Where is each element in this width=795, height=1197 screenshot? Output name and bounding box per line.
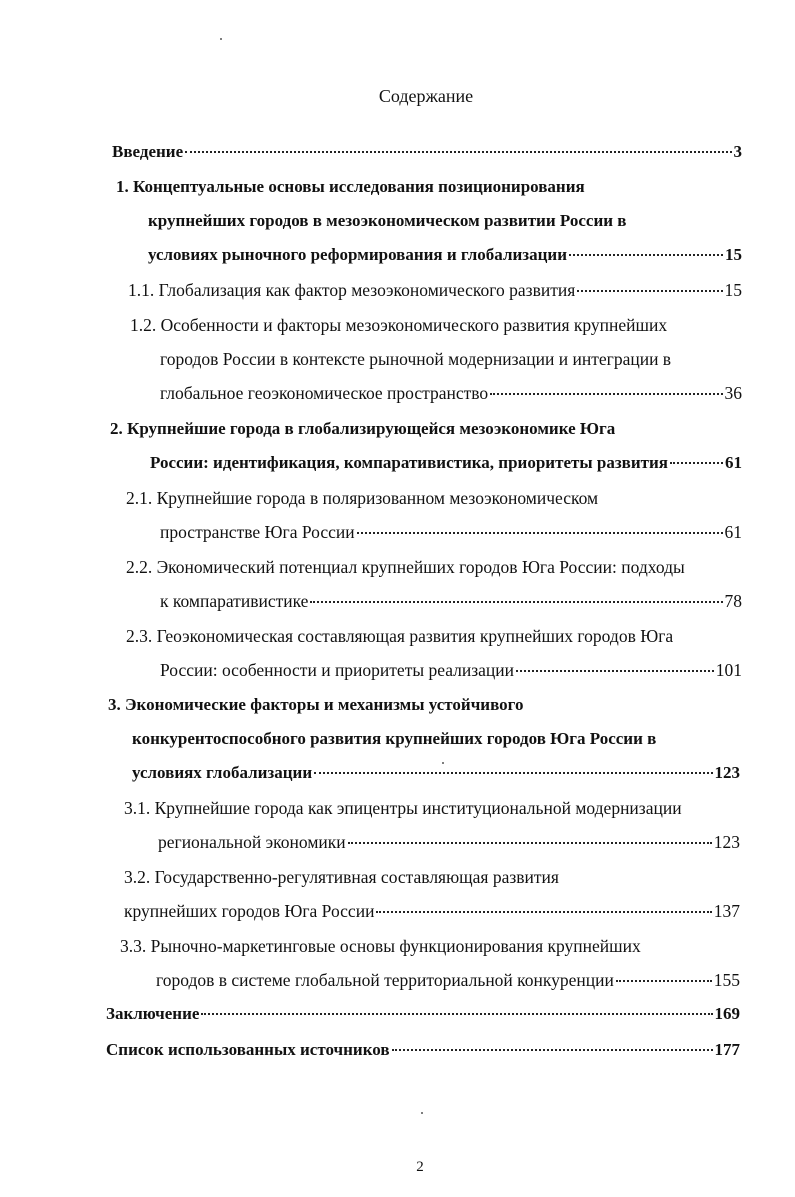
toc-section-3-3-line-1[interactable]: 3.3. Рыночно-маркетинговые основы функционирования крупнейших: [120, 936, 641, 956]
toc-chapter-3-line-3[interactable]: [132, 761, 740, 785]
dot-leader: [490, 393, 722, 395]
toc-section-1-2-line-3[interactable]: [160, 381, 742, 405]
dot-leader: [670, 462, 723, 464]
page-number: 2: [416, 1159, 424, 1175]
toc-chapter-1-line-3[interactable]: [148, 243, 742, 267]
toc-chapter-1-line-1[interactable]: 1. Концептуальные основы исследования позиционирования: [116, 177, 585, 196]
toc-section-3-2-line-2[interactable]: [124, 899, 740, 923]
dot-leader: [348, 842, 712, 844]
toc-page-number: 123: [714, 763, 740, 782]
toc-page-number: 177: [714, 1040, 740, 1059]
toc-entry-text: региональной экономики: [158, 832, 346, 852]
toc-page-number: 101: [715, 660, 742, 680]
toc-entry-text: России: особенности и приоритеты реализации: [160, 660, 515, 680]
toc-page-number: 15: [725, 245, 742, 264]
toc-page-number: 123: [713, 832, 740, 852]
dot-leader: [577, 290, 722, 292]
toc-section-2-3-line-2[interactable]: [160, 658, 742, 682]
dot-leader: [201, 1013, 712, 1015]
dot-leader: [569, 254, 723, 256]
toc-entry-text: условиях рыночного реформирования и глобализации: [148, 245, 567, 264]
toc-section-3-1-line-2[interactable]: [158, 830, 740, 854]
toc-entry-text: Заключение: [106, 1004, 200, 1023]
toc-section-3-3-line-2[interactable]: [156, 968, 740, 992]
dot-leader: [392, 1049, 713, 1051]
toc-page-number: 155: [713, 970, 740, 990]
toc-entry-text: городов в системе глобальной территориальной конкуренции: [156, 970, 614, 990]
toc-entry-text: Введение: [112, 142, 184, 161]
toc-page-number: 3: [733, 142, 742, 161]
toc-page-number: 137: [713, 901, 740, 921]
toc-section-2-2-line-1[interactable]: 2.2. Экономический потенциал крупнейших городов Юга России: подходы: [126, 557, 685, 577]
toc-entry-sources[interactable]: [106, 1038, 740, 1062]
dot-leader: [516, 670, 714, 672]
toc-chapter-3-line-2[interactable]: конкурентоспособного развития крупнейших городов Юга России в: [132, 729, 657, 748]
dot-leader: [357, 532, 723, 534]
toc-chapter-2-line-2[interactable]: [150, 451, 742, 475]
toc-entry-text: к компаративистике: [160, 591, 309, 611]
dot-leader: [616, 980, 712, 982]
toc-section-2-3-line-1[interactable]: 2.3. Геоэкономическая составляющая развития крупнейших городов Юга: [126, 626, 674, 646]
toc-section-2-1-line-2[interactable]: [160, 520, 742, 544]
toc-page-number: 36: [724, 383, 742, 403]
toc-section-3-1-line-1[interactable]: 3.1. Крупнейшие города как эпицентры институциональной модернизации: [124, 798, 682, 818]
toc-entry-text: пространстве Юга России: [160, 522, 355, 542]
dot-leader: [310, 601, 722, 603]
toc-entry-text: глобальное геоэкономическое пространство: [160, 383, 489, 403]
toc-section-1-2-line-2[interactable]: городов России в контексте рыночной модернизации и интеграции в: [160, 349, 672, 369]
toc-entry-intro[interactable]: [112, 140, 742, 164]
toc-entry-text: Список использованных источников: [106, 1040, 390, 1059]
toc-chapter-1-line-2[interactable]: крупнейших городов в мезоэкономическом развитии России в: [148, 211, 627, 230]
toc-entry-text: 1.1. Глобализация как фактор мезоэкономического развития: [128, 280, 576, 300]
toc-chapter-2-line-1[interactable]: 2. Крупнейшие города в глобализирующейся мезоэкономике Юга: [110, 419, 616, 438]
scan-speck: [421, 1112, 423, 1114]
toc-section-3-2-line-1[interactable]: 3.2. Государственно-регулятивная составляющая развития: [124, 867, 559, 887]
page-title: Содержание: [378, 86, 474, 106]
dot-leader: [185, 151, 731, 153]
toc-section-2-1-line-1[interactable]: 2.1. Крупнейшие города в поляризованном мезоэкономическом: [126, 488, 599, 508]
toc-chapter-3-line-1[interactable]: 3. Экономические факторы и механизмы устойчивого: [108, 695, 524, 714]
toc-page-number: 61: [725, 453, 742, 472]
toc-section-1-1[interactable]: [128, 278, 742, 302]
toc-entry-conclusion[interactable]: [106, 1002, 740, 1026]
toc-entry-text: крупнейших городов Юга России: [124, 901, 375, 921]
scan-speck: [220, 38, 222, 40]
toc-page-number: 15: [724, 280, 742, 300]
dot-leader: [376, 911, 711, 913]
toc-page-number: 78: [724, 591, 742, 611]
toc-section-2-2-line-2[interactable]: [160, 589, 742, 613]
dot-leader: [314, 772, 712, 774]
toc-page-number: 61: [724, 522, 742, 542]
scan-speck: [442, 762, 444, 764]
toc-page-number: 169: [714, 1004, 740, 1023]
toc-section-1-2-line-1[interactable]: 1.2. Особенности и факторы мезоэкономического развития крупнейших: [130, 315, 668, 335]
toc-entry-text: России: идентификация, компаративистика, приоритеты развития: [150, 453, 668, 472]
toc-entry-text: условиях глобализации: [132, 763, 313, 782]
